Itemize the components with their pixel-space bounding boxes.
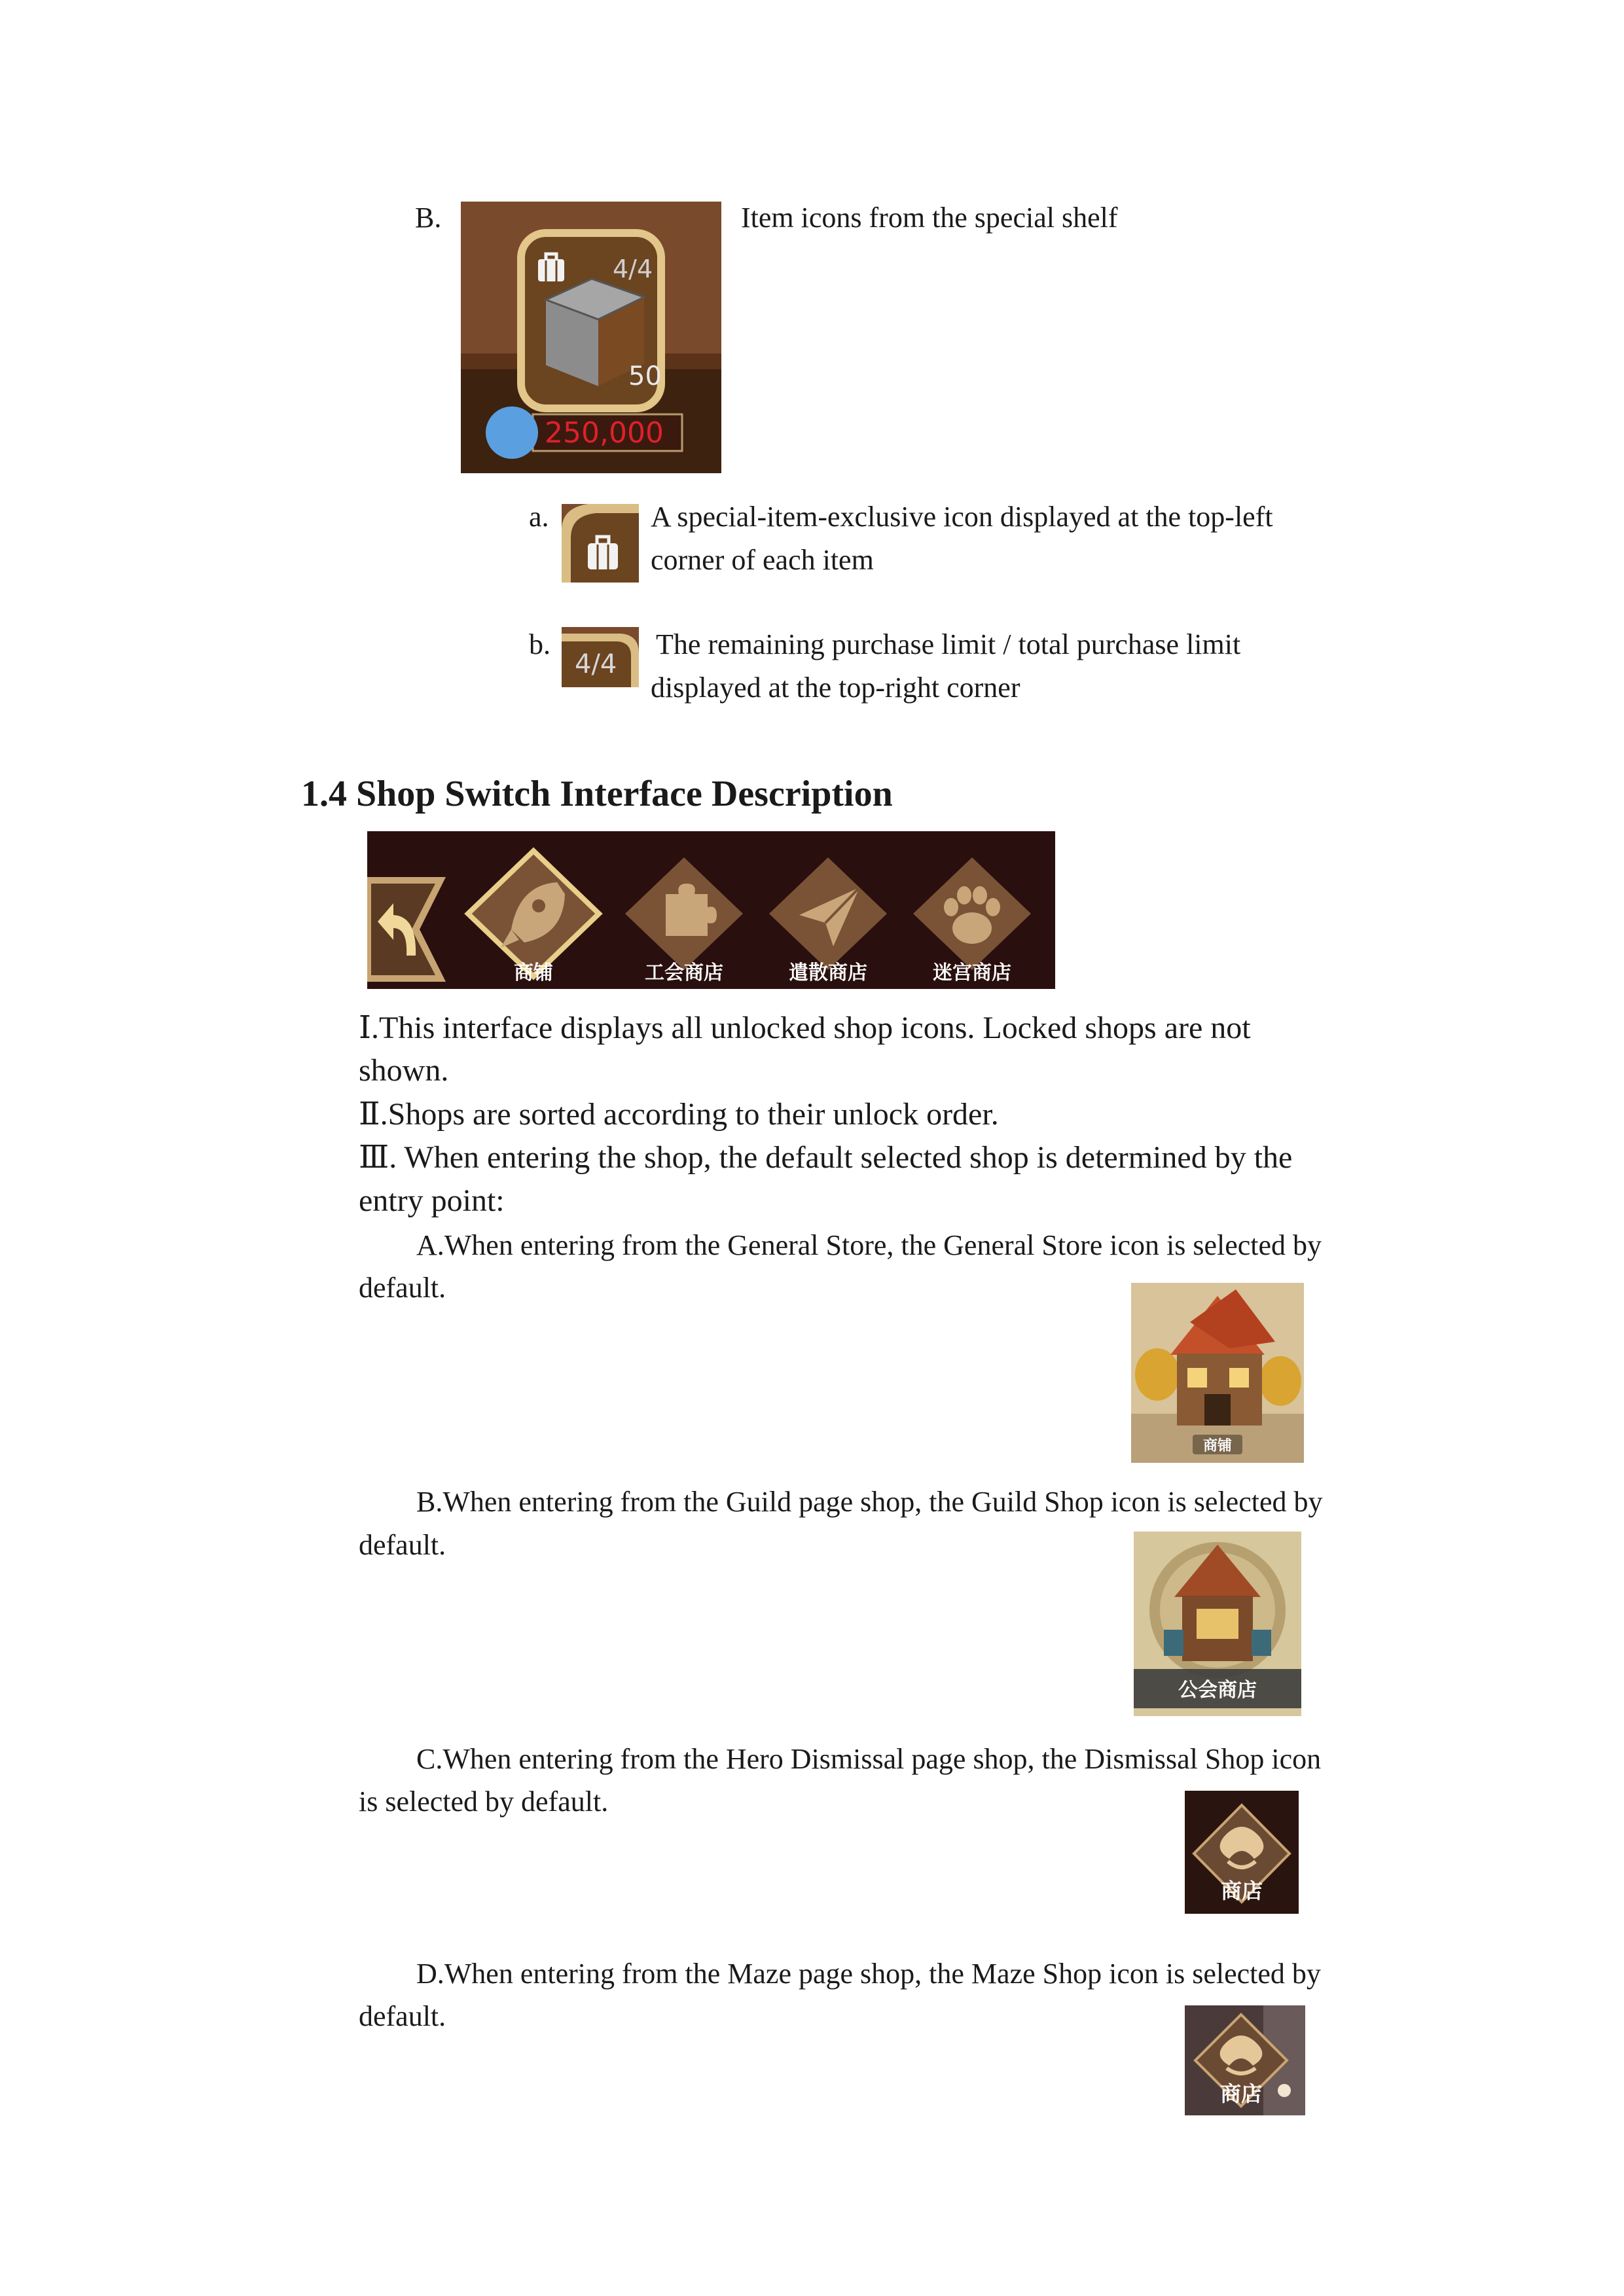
section-caption: Item icons from the special shelf — [741, 202, 1118, 234]
shop-label: 商店 — [1220, 1878, 1263, 1903]
limit-text: 4/4 — [613, 255, 653, 283]
subitem-marker: b. — [529, 628, 550, 660]
tab-label: 商铺 — [514, 961, 553, 984]
shop-switch-bar — [367, 831, 1055, 989]
currency-icon — [486, 406, 538, 459]
count-text: 50 — [628, 361, 662, 391]
dismissal-shop-icon — [1185, 1791, 1299, 1914]
point-line: entry point: — [359, 1183, 505, 1218]
section-marker: B. — [415, 202, 442, 234]
general-store-icon — [1131, 1283, 1304, 1463]
limit-badge-preview — [562, 627, 639, 687]
shop-label: 公会商店 — [1178, 1679, 1257, 1702]
suitcase-icon — [588, 543, 618, 569]
guild-shop-icon — [1134, 1532, 1301, 1716]
subitem-line: displayed at the top-right corner — [651, 672, 1020, 704]
case-line: is selected by default. — [359, 1785, 609, 1818]
case-line: default. — [359, 1272, 446, 1304]
subitem-line: The remaining purchase limit / total purchase limit — [656, 628, 1241, 660]
point-line: Ⅱ.Shops are sorted according to their unlock order. — [359, 1097, 999, 1132]
case-line: B.When entering from the Guild page shop, the Guild Shop icon is selected by — [416, 1486, 1323, 1518]
subitem-marker: a. — [529, 501, 549, 533]
case-line: C.When entering from the Hero Dismissal page shop, the Dismissal Shop icon — [416, 1743, 1322, 1775]
case-line: default. — [359, 2000, 446, 2032]
suitcase-icon-preview — [562, 504, 639, 583]
limit-text: 4/4 — [575, 649, 617, 679]
shop-label: 商店 — [1219, 2081, 1263, 2106]
point-line: Ⅰ.This interface displays all unlocked shop icons. Locked shops are not — [359, 1011, 1251, 1045]
special-item-preview — [461, 202, 721, 473]
subitem-line: corner of each item — [651, 544, 874, 576]
point-line: Ⅲ. When entering the shop, the default selected shop is determined by the — [359, 1140, 1293, 1175]
point-line: shown. — [359, 1053, 449, 1088]
subitem-line: A special-item-exclusive icon displayed at the top-left — [651, 501, 1273, 533]
case-line: D.When entering from the Maze page shop, the Maze Shop icon is selected by — [416, 1958, 1321, 1990]
case-line: A.When entering from the General Store, the General Store icon is selected by — [416, 1229, 1322, 1261]
maze-shop-icon — [1185, 2005, 1305, 2115]
tab-label: 迷宫商店 — [933, 961, 1011, 984]
case-line: default. — [359, 1529, 446, 1561]
shop-label: 商铺 — [1202, 1438, 1233, 1454]
tab-label: 遣散商店 — [789, 961, 867, 984]
tab-label: 工会商店 — [645, 961, 723, 984]
section-heading: 1.4 Shop Switch Interface Description — [301, 774, 893, 814]
price-text: 250,000 — [545, 416, 664, 450]
